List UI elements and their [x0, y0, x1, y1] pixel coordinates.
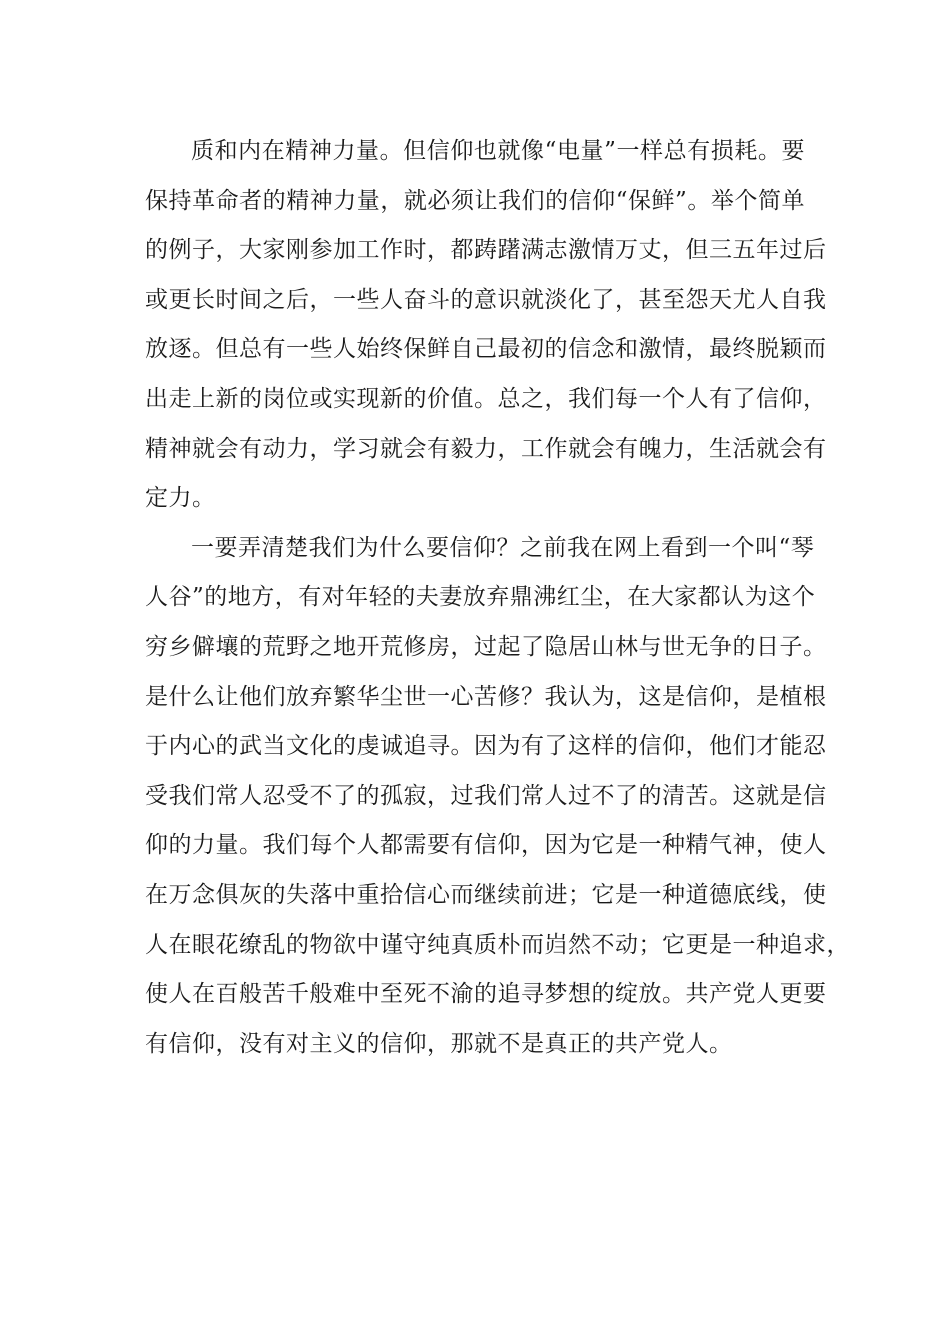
text-line: 放逐。但总有一些人始终保鲜自己最初的信念和激情，最终脱颖而	[145, 336, 827, 363]
text-line: 定力。	[145, 485, 216, 512]
text-line: 于内心的武当文化的虔诚追寻。因为有了这样的信仰，他们才能忍	[145, 733, 827, 760]
text-line: 出走上新的岗位或实现新的价值。总之，我们每一个人有了信仰，	[145, 385, 827, 412]
text-line: 人谷”的地方，有对年轻的夫妻放弃鼎沸红尘，在大家都认为这个	[145, 584, 816, 611]
paragraph-2	[145, 524, 850, 1070]
text-line: 精神就会有动力，学习就会有毅力，工作就会有魄力，生活就会有	[145, 435, 827, 462]
text-line: 仰的力量。我们每个人都需要有信仰，因为它是一种精气神，使人	[145, 832, 827, 859]
text-line: 在万念俱灰的失落中重拾信心而继续前进；它是一种道德底线，使	[145, 881, 827, 908]
paragraph-1	[145, 127, 827, 524]
text-line: 的例子，大家刚参加工作时，都踌躇满志激情万丈，但三五年过后	[145, 237, 827, 264]
document-body	[145, 127, 850, 1069]
text-line: 受我们常人忍受不了的孤寂，过我们常人过不了的清苦。这就是信	[145, 782, 827, 809]
text-line: 穷乡僻壤的荒野之地开荒修房，过起了隐居山林与世无争的日子。	[145, 633, 827, 660]
text-line: 保持革命者的精神力量，就必须让我们的信仰“保鲜”。举个简单	[145, 187, 805, 214]
text-line: 使人在百般苦千般难中至死不渝的追寻梦想的绽放。共产党人更要	[145, 981, 827, 1008]
text-line: 或更长时间之后，一些人奋斗的意识就淡化了，甚至怨天尤人自我	[145, 286, 827, 313]
text-line: 有信仰，没有对主义的信仰，那就不是真正的共产党人。	[145, 1030, 733, 1057]
text-line: 人在眼花缭乱的物欲中谨守纯真质朴而岿然不动；它更是一种追求，	[145, 931, 850, 958]
text-line: 是什么让他们放弃繁华尘世一心苦修？我认为，这是信仰，是植根	[145, 683, 827, 710]
text-line: 一要弄清楚我们为什么要信仰？之前我在网上看到一个叫“琴	[191, 534, 815, 561]
text-line: 质和内在精神力量。但信仰也就像“电量”一样总有损耗。要	[191, 138, 805, 164]
